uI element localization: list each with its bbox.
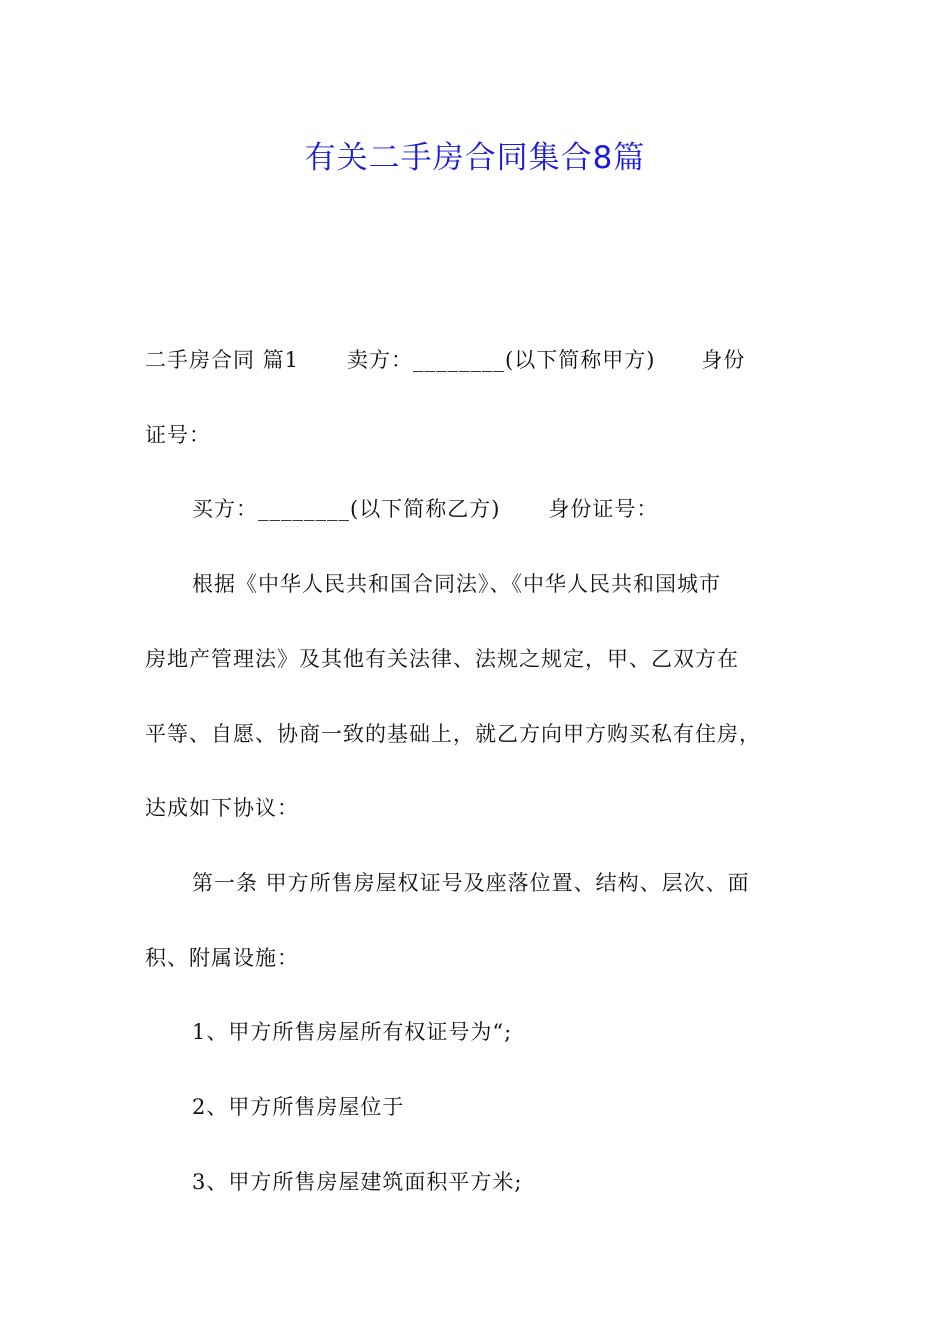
paragraph-line-header (145, 346, 745, 374)
paragraph-line: 第一条 甲方所售房屋权证号及座落位置、结构、层次、面 (192, 871, 750, 895)
contract-heading: 二手房合同 篇1 (145, 348, 300, 372)
seller-field: 卖方：________(以下简称甲方) (347, 348, 656, 372)
paragraph-line: 证号： (145, 423, 211, 447)
buyer-field: 买方：________(以下简称乙方) (192, 497, 501, 521)
paragraph-line-buyer (192, 495, 658, 523)
list-item: 2、甲方所售房屋位于 (192, 1095, 405, 1119)
seller-id-label: 身份 (701, 348, 746, 372)
paragraph-line: 平等、自愿、协商一致的基础上，就乙方向甲方购买私有住房， (145, 722, 761, 746)
paragraph-line: 达成如下协议： (145, 796, 299, 820)
paragraph-line: 积、附属设施： (145, 946, 299, 970)
paragraph-line: 根据《中华人民共和国合同法》、《中华人民共和国城市 (192, 572, 721, 596)
paragraph-line: 房地产管理法》及其他有关法律、法规之规定，甲、乙双方在 (145, 647, 739, 671)
list-item: 3、甲方所售房屋建筑面积平方米; (192, 1170, 523, 1194)
buyer-id-label: 身份证号： (548, 497, 659, 521)
document-title: 有关二手房合同集合8篇 (304, 140, 646, 176)
list-item: 1、甲方所售房屋所有权证号为“; (192, 1020, 513, 1044)
